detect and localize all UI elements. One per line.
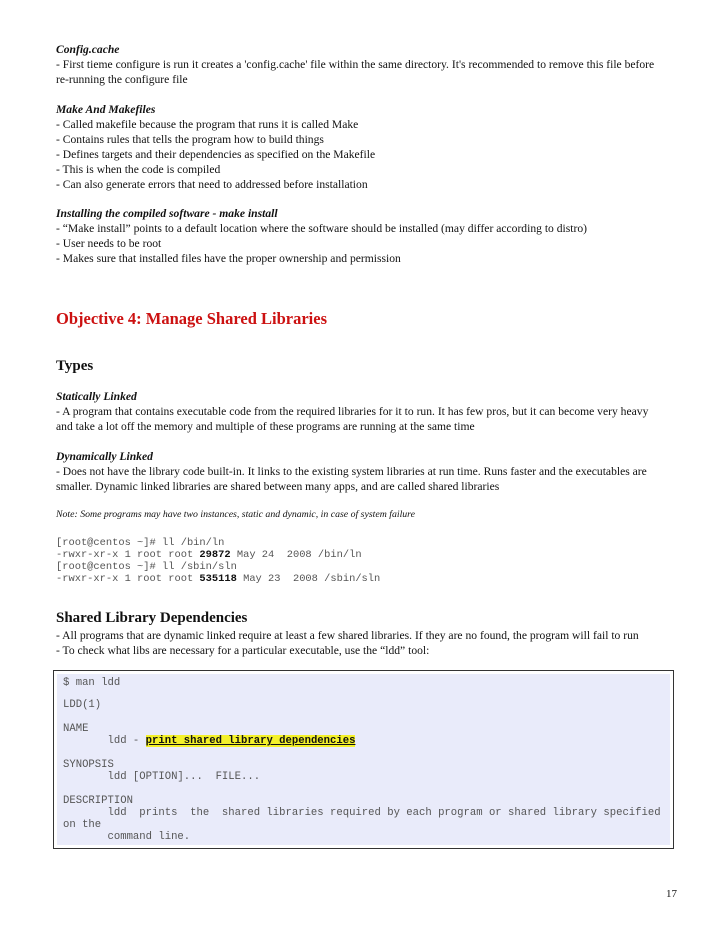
man-line-3: NAME: [63, 723, 89, 735]
shared-deps-heading: Shared Library Dependencies: [56, 610, 248, 626]
man-line-8: ldd prints the shared libraries required by each program or shared library specified: [63, 807, 661, 819]
dynamic-line-2: smaller. Dynamic linked libraries are shared between many apps, and are called shared libraries: [56, 480, 500, 493]
objective-heading: Objective 4: Manage Shared Libraries: [56, 309, 327, 328]
static-line-1: - A program that contains executable code from the required libraries for it to run. It has few pros, but it can become very heavy: [56, 405, 649, 418]
man-line-7: DESCRIPTION: [63, 795, 133, 807]
man-line-5: SYNOPSIS: [63, 759, 114, 771]
static-line-2: and take a lot off the memory and multiple of these programs are running at the same time: [56, 420, 475, 433]
man-ldd-box: [53, 670, 674, 849]
dynamic-line-1: - Does not have the library code built-in. It links to the existing system libraries at run time. Runs faster and the executables are: [56, 465, 647, 478]
terminal-line-3: [root@centos ~]# ll /sbin/sln: [56, 561, 237, 573]
man-line-2: LDD(1): [63, 699, 102, 711]
makefiles-line-1: - Called makefile because the program that runs it is called Make: [56, 118, 359, 131]
config-cache-heading: Config.cache: [56, 43, 120, 56]
page-number: 17: [666, 888, 677, 900]
terminal-size-2: 535118: [199, 573, 237, 585]
makefiles-line-2: - Contains rules that tells the program how to build things: [56, 133, 324, 146]
static-heading: Statically Linked: [56, 390, 137, 403]
makefiles-line-4: - This is when the code is compiled: [56, 163, 221, 176]
man-line-1: $ man ldd: [63, 677, 121, 689]
terminal-line-4: [56, 573, 380, 585]
terminal-line-4-pre: -rwxr-xr-x 1 root root: [56, 573, 200, 585]
makefiles-line-5: - Can also generate errors that need to addressed before installation: [56, 178, 368, 191]
terminal-line-2-post: May 24 2008 /bin/ln: [230, 549, 362, 561]
man-line-9: on the: [63, 819, 102, 831]
man-line-4-pre: ldd -: [63, 735, 146, 747]
terminal-line-2-pre: -rwxr-xr-x 1 root root: [56, 549, 200, 561]
dynamic-heading: Dynamically Linked: [56, 450, 153, 463]
man-line-10: command line.: [63, 831, 191, 843]
make-install-line-1: - “Make install” points to a default location where the software should be installed (may differ according to distro): [56, 222, 588, 235]
terminal-line-1: [root@centos ~]# ll /bin/ln: [56, 537, 225, 549]
shared-deps-line-2: - To check what libs are necessary for a particular executable, use the “ldd” tool:: [56, 644, 430, 657]
types-heading: Types: [56, 358, 94, 374]
terminal-line-2: [56, 549, 362, 561]
makefiles-line-3: - Defines targets and their dependencies as specified on the Makefile: [56, 148, 376, 161]
shared-deps-line-1: - All programs that are dynamic linked require at least a few shared libraries. If they are no found, the program will fail to run: [56, 629, 639, 642]
terminal-size-1: 29872: [199, 549, 231, 561]
config-cache-line-2: re-running the configure file: [56, 73, 188, 86]
man-line-4: [63, 735, 355, 747]
make-install-heading: Installing the compiled software - make install: [56, 207, 278, 220]
makefiles-heading: Make And Makefiles: [56, 103, 156, 116]
note-text: Note: Some programs may have two instances, static and dynamic, in case of system failure: [56, 509, 415, 520]
man-highlight: print shared library dependencies: [145, 735, 356, 747]
make-install-line-2: - User needs to be root: [56, 237, 162, 250]
man-ldd-box-background: [57, 674, 670, 845]
terminal-line-4-post: May 23 2008 /sbin/sln: [236, 573, 381, 585]
config-cache-line-1: - First tieme configure is run it creates a 'config.cache' file within the same directory. It's recommended to remove this file before: [56, 58, 655, 71]
make-install-line-3: - Makes sure that installed files have the proper ownership and permission: [56, 252, 401, 265]
man-line-6: ldd [OPTION]... FILE...: [63, 771, 261, 783]
